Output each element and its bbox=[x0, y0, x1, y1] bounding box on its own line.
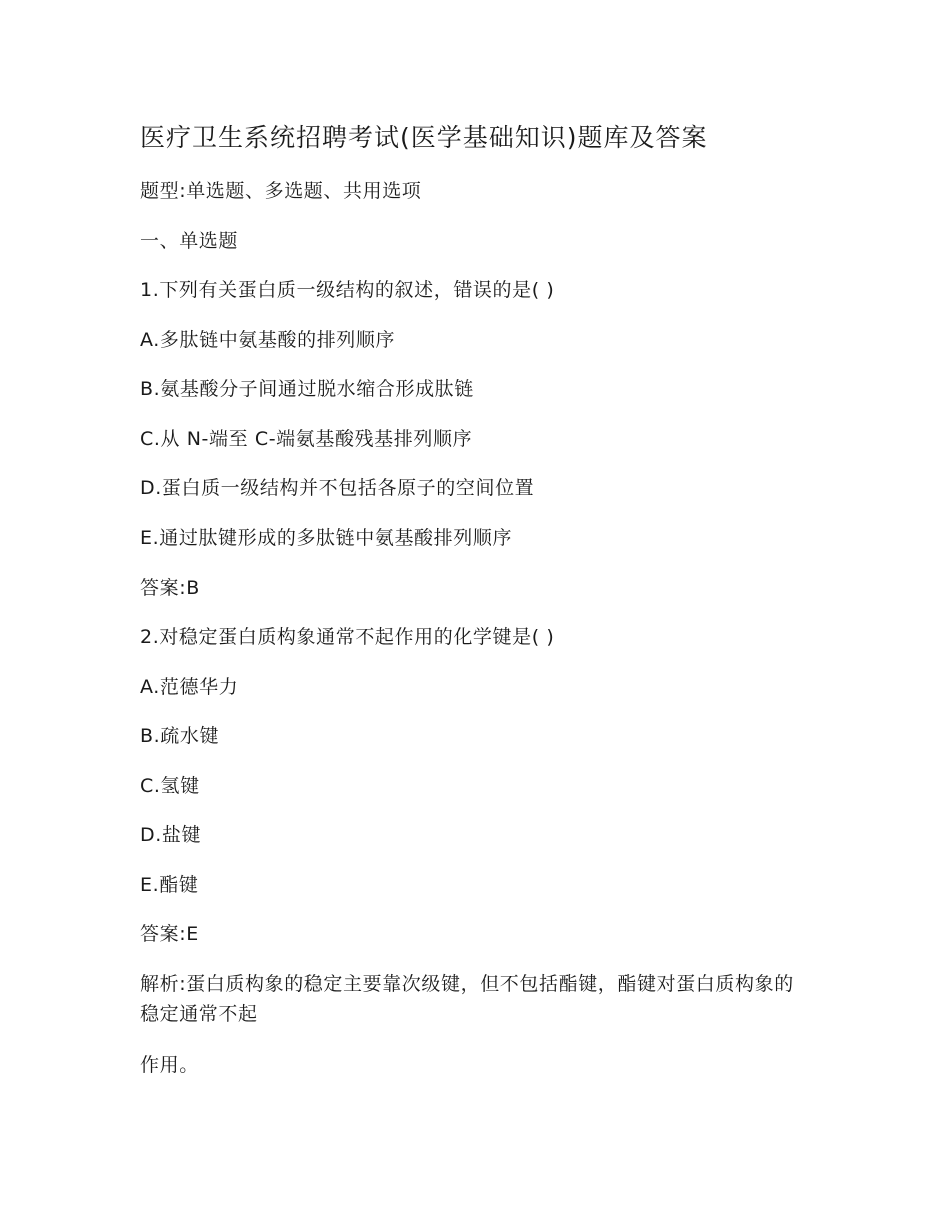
option-e: E.酯键 bbox=[140, 874, 199, 896]
question-stem: 1.下列有关蛋白质一级结构的叙述，错误的是( ) bbox=[140, 279, 555, 301]
option-c: C.从 N-端至 C-端氨基酸残基排列顺序 bbox=[140, 428, 473, 450]
explanation: 解析:蛋白质构象的稳定主要靠次级键，但不包括酯键，酯键对蛋白质构象的稳定通常不起 bbox=[140, 973, 794, 1025]
option-e: E.通过肽键形成的多肽链中氨基酸排列顺序 bbox=[140, 527, 513, 549]
answer: 答案:B bbox=[140, 577, 200, 599]
option-b: B.疏水键 bbox=[140, 725, 220, 747]
answer: 答案:E bbox=[140, 923, 199, 945]
option-d: D.蛋白质一级结构并不包括各原子的空间位置 bbox=[140, 477, 535, 499]
option-b: B.氨基酸分子间通过脱水缩合形成肽链 bbox=[140, 378, 474, 400]
option-c: C.氢键 bbox=[140, 775, 200, 797]
option-a: A.范德华力 bbox=[140, 676, 239, 698]
question-types: 题型:单选题、多选题、共用选项 bbox=[140, 180, 422, 202]
question-stem: 2.对稳定蛋白质构象通常不起作用的化学键是( ) bbox=[140, 626, 555, 648]
option-d: D.盐键 bbox=[140, 824, 202, 846]
section-heading: 一、单选题 bbox=[140, 230, 239, 252]
document-title: 医疗卫生系统招聘考试(医学基础知识)题库及答案 bbox=[140, 123, 708, 152]
explanation-continued: 作用。 bbox=[140, 1054, 199, 1076]
option-a: A.多肽链中氨基酸的排列顺序 bbox=[140, 329, 396, 351]
